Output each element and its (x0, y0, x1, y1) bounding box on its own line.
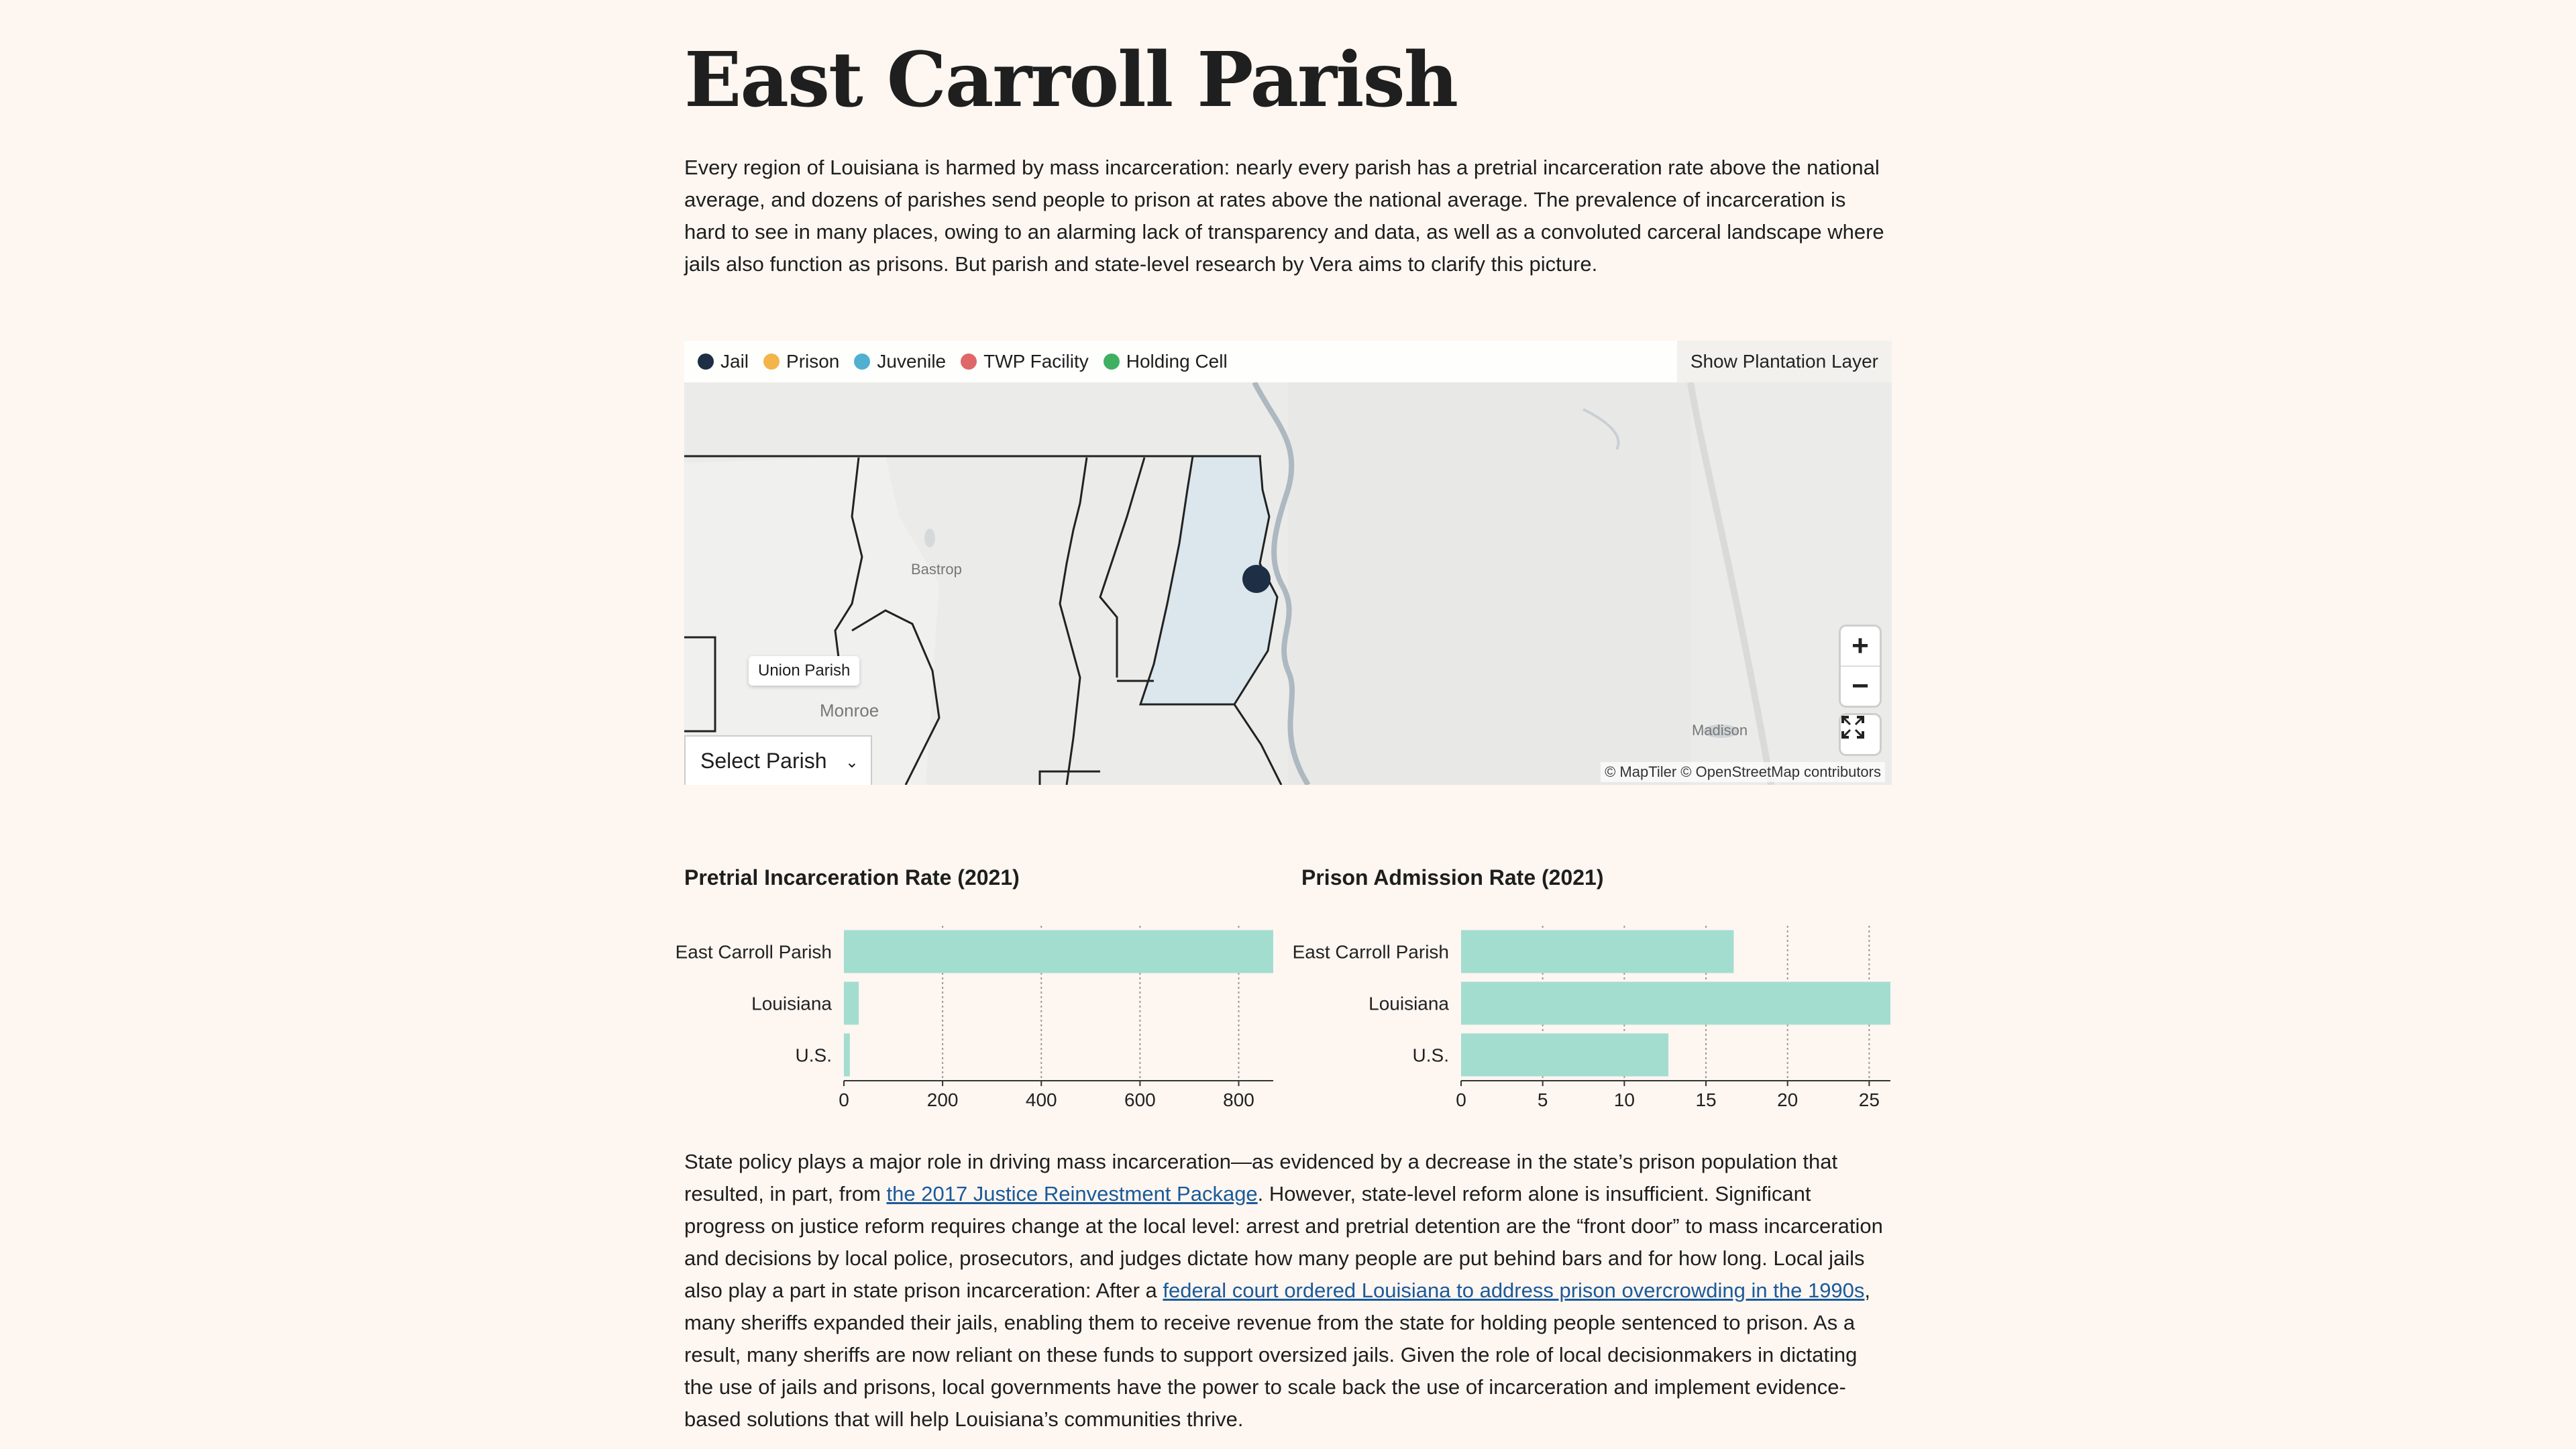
x-tick-label: 25 (1858, 1089, 1880, 1107)
x-tick-label: 0 (1456, 1089, 1466, 1107)
bar-u-s-[interactable] (1461, 1034, 1668, 1077)
x-tick-label: 0 (839, 1089, 849, 1107)
legend-dot-icon (1104, 354, 1120, 370)
legend-dot-icon (763, 354, 780, 370)
bar-louisiana[interactable] (1461, 982, 1890, 1025)
chevron-down-icon: ⌄ (845, 753, 859, 771)
x-tick-label: 800 (1223, 1089, 1254, 1107)
outro-text-1: State policy plays a major role in driving mass incarceration—as evidenced by a decrease in the state’s prison population that resulted, in part, from (684, 1150, 1838, 1205)
parish-tooltip: Union Parish (749, 656, 859, 686)
jail-marker[interactable] (1242, 565, 1271, 593)
fullscreen-button[interactable] (1841, 715, 1880, 754)
chart-title: Prison Admission Rate (2021) (1301, 865, 1604, 890)
chart-plot (1288, 865, 1919, 1107)
legend-dot-icon (961, 354, 977, 370)
outro-text-3: , many sheriffs expanded their jails, enabling them to receive revenue from the state for holding people sentenced to prison. As a result, many sheriffs are now reliant on these funds to support oversized jails. Given the role of local decisionmakers in dictating the use of jails and prisons, local governments have the power to scale back the use of incarceration and implement evidence-based solutions that will help Louisiana’s communities thrive. (684, 1279, 1871, 1431)
zoom-controls (1841, 627, 1880, 706)
zoom-in-button[interactable]: + (1851, 629, 1869, 662)
x-tick-label: 600 (1124, 1089, 1156, 1107)
bar-louisiana[interactable] (844, 982, 859, 1025)
select-parish-dropdown[interactable] (684, 735, 872, 785)
x-tick-label: 5 (1537, 1089, 1548, 1107)
intro-paragraph: Every region of Louisiana is harmed by mass incarceration: nearly every parish has a pretrial incarceration rate above the national average, and dozens of parishes send people to prison at rates above the national average. The prevalence of incarceration is hard to see in many places, owing to an alarming lack of transparency and data, as well as a convoluted carceral landscape where jails also function as prisons. But parish and state-level research by Vera aims to clarify this picture. (684, 156, 1884, 276)
legend-label: TWP Facility (983, 351, 1089, 372)
legend-item-juvenile (854, 351, 946, 372)
x-tick-label: 20 (1777, 1089, 1799, 1107)
outro-paragraph (684, 1146, 1892, 1436)
legend-item-holding-cell (1104, 351, 1228, 372)
category-label: U.S. (1412, 1044, 1449, 1066)
category-label: Louisiana (751, 993, 832, 1014)
facility-map (684, 341, 1892, 785)
fullscreen-icon (1841, 715, 1865, 739)
category-label: Louisiana (1368, 993, 1449, 1014)
bar-east-carroll-parish[interactable] (1461, 930, 1733, 973)
page-title: East Carroll Parish (684, 36, 1458, 124)
x-tick-label: 10 (1613, 1089, 1635, 1107)
prison-admission-chart (1288, 865, 1919, 1107)
legend-dot-icon (698, 354, 714, 370)
justice-reinvestment-link[interactable]: the 2017 Justice Reinvestment Package (886, 1182, 1258, 1205)
legend-item-prison (763, 351, 839, 372)
outro-text-2: . However, state-level reform alone is insufficient. Significant progress on justice reform requires change at the local level: arrest and pretrial detention are the “front door” to mass incarceration and decisions by local police, prosecutors, and judges dictate how many people are put behind bars and for how long. Local jails also play a part in state prison incarceration: After a (684, 1182, 1883, 1302)
category-label: U.S. (795, 1044, 832, 1066)
map-label-monroe: Monroe (820, 700, 879, 720)
legend-label: Prison (786, 351, 840, 372)
bar-east-carroll-parish[interactable] (844, 930, 1273, 973)
legend-label: Holding Cell (1126, 351, 1228, 372)
map-canvas[interactable] (684, 382, 1892, 785)
federal-court-link[interactable]: federal court ordered Louisiana to address prison overcrowding in the 1990s (1163, 1279, 1865, 1302)
map-label-madison: Madison (1692, 722, 1748, 739)
chart-plot (671, 865, 1301, 1107)
x-tick-label: 15 (1695, 1089, 1717, 1107)
map-attribution: © MapTiler © OpenStreetMap contributors (1601, 762, 1885, 782)
legend-label: Jail (720, 351, 749, 372)
chart-title: Pretrial Incarceration Rate (2021) (684, 865, 1020, 890)
legend-item-jail (698, 351, 749, 372)
category-label: East Carroll Parish (675, 941, 832, 963)
x-tick-label: 400 (1025, 1089, 1057, 1107)
x-tick-label: 200 (926, 1089, 959, 1107)
show-plantation-layer-button[interactable]: Show Plantation Layer (1677, 341, 1892, 382)
legend-dot-icon (854, 354, 870, 370)
bar-u-s-[interactable] (844, 1034, 850, 1077)
select-parish-label: Select Parish (700, 748, 827, 773)
pretrial-rate-chart (671, 865, 1301, 1107)
map-label-bastrop: Bastrop (911, 561, 962, 578)
legend-label: Juvenile (877, 351, 947, 372)
zoom-out-button[interactable]: − (1851, 669, 1869, 702)
legend-item-twp-facility (961, 351, 1089, 372)
category-label: East Carroll Parish (1292, 941, 1449, 963)
